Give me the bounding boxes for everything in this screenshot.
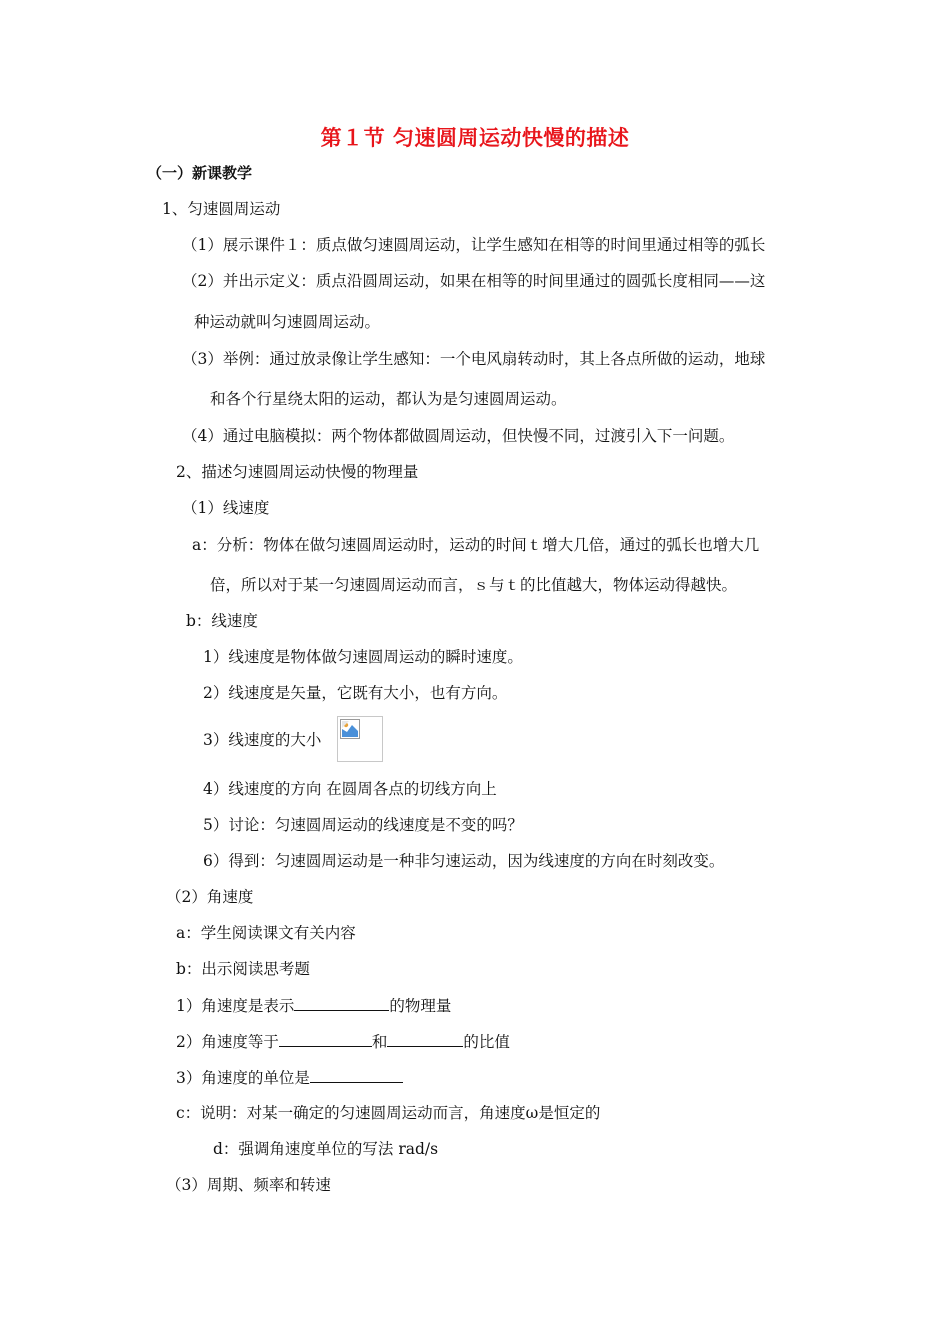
paragraph-item: （4）通过电脑模拟：两个物体都做圆周运动，但快慢不同，过渡引入下一问题。 (182, 427, 735, 445)
fill-in-question (176, 1031, 510, 1052)
heading-physical-quantities: 2、描述匀速圆周运动快慢的物理量 (176, 463, 419, 481)
paragraph-item: c：说明：对某一确定的匀速圆周运动而言，角速度ω是恒定的 (176, 1104, 601, 1122)
list-item: 3）线速度的大小 (203, 731, 322, 749)
subheading-angular-velocity: （2）角速度 (166, 888, 254, 906)
answer-blank (294, 995, 389, 1011)
paragraph-item: （2）并出示定义：质点沿圆周运动，如果在相等的时间里通过的圆弧长度相同——这 (182, 272, 766, 290)
paragraph-continuation: 和各个行星绕太阳的运动，都认为是匀速圆周运动。 (210, 390, 567, 408)
paragraph-item: a：分析：物体在做匀速圆周运动时，运动的时间ｔ增大几倍，通过的弧长也增大几 (192, 536, 760, 554)
paragraph-continuation: 倍，所以对于某一匀速圆周运动而言，ｓ与ｔ的比值越大，物体运动得越快。 (210, 576, 738, 594)
fill-in-question (176, 995, 451, 1016)
answer-blank (279, 1031, 372, 1047)
list-item: 4）线速度的方向 在圆周各点的切线方向上 (203, 780, 497, 798)
question-text: 和 (371, 1033, 388, 1051)
subheading-linear-velocity: （1）线速度 (182, 499, 270, 517)
question-text: 1）角速度是表示 (176, 997, 295, 1015)
formula-image-placeholder (337, 716, 383, 762)
paragraph-item: b：线速度 (186, 612, 258, 630)
question-text: 的物理量 (389, 997, 452, 1015)
fill-in-question (176, 1067, 403, 1088)
list-item: 2）线速度是矢量，它既有大小，也有方向。 (203, 684, 508, 702)
list-item: 6）得到：匀速圆周运动是一种非匀速运动，因为线速度的方向在时刻改变。 (203, 852, 725, 870)
paragraph-item: （1）展示课件１：质点做匀速圆周运动，让学生感知在相等的时间里通过相等的弧长 (182, 236, 766, 254)
question-text: 3）角速度的单位是 (176, 1069, 310, 1087)
question-text: 的比值 (463, 1033, 510, 1051)
subheading-period-frequency: （3）周期、频率和转速 (166, 1176, 331, 1194)
paragraph-continuation: 种运动就叫匀速圆周运动。 (194, 313, 381, 331)
paragraph-item: a：学生阅读课文有关内容 (176, 924, 356, 942)
list-item: 5）讨论：匀速圆周运动的线速度是不变的吗？ (203, 816, 523, 834)
paragraph-item: （3）举例：通过放录像让学生感知：一个电风扇转动时，其上各点所做的运动，地球 (182, 350, 766, 368)
list-item: 1）线速度是物体做匀速圆周运动的瞬时速度。 (203, 648, 523, 666)
paragraph-item: b：出示阅读思考题 (176, 960, 310, 978)
heading-uniform-circular-motion: 1、匀速圆周运动 (162, 200, 281, 218)
section-heading: （一）新课教学 (147, 164, 253, 182)
paragraph-item: d：强调角速度单位的写法 rad/s (213, 1140, 439, 1158)
broken-image-icon (340, 719, 360, 739)
question-text: 2）角速度等于 (176, 1033, 279, 1051)
page-title: 第１节 匀速圆周运动快慢的描述 (320, 126, 630, 150)
answer-blank (387, 1031, 463, 1047)
answer-blank (310, 1067, 403, 1083)
